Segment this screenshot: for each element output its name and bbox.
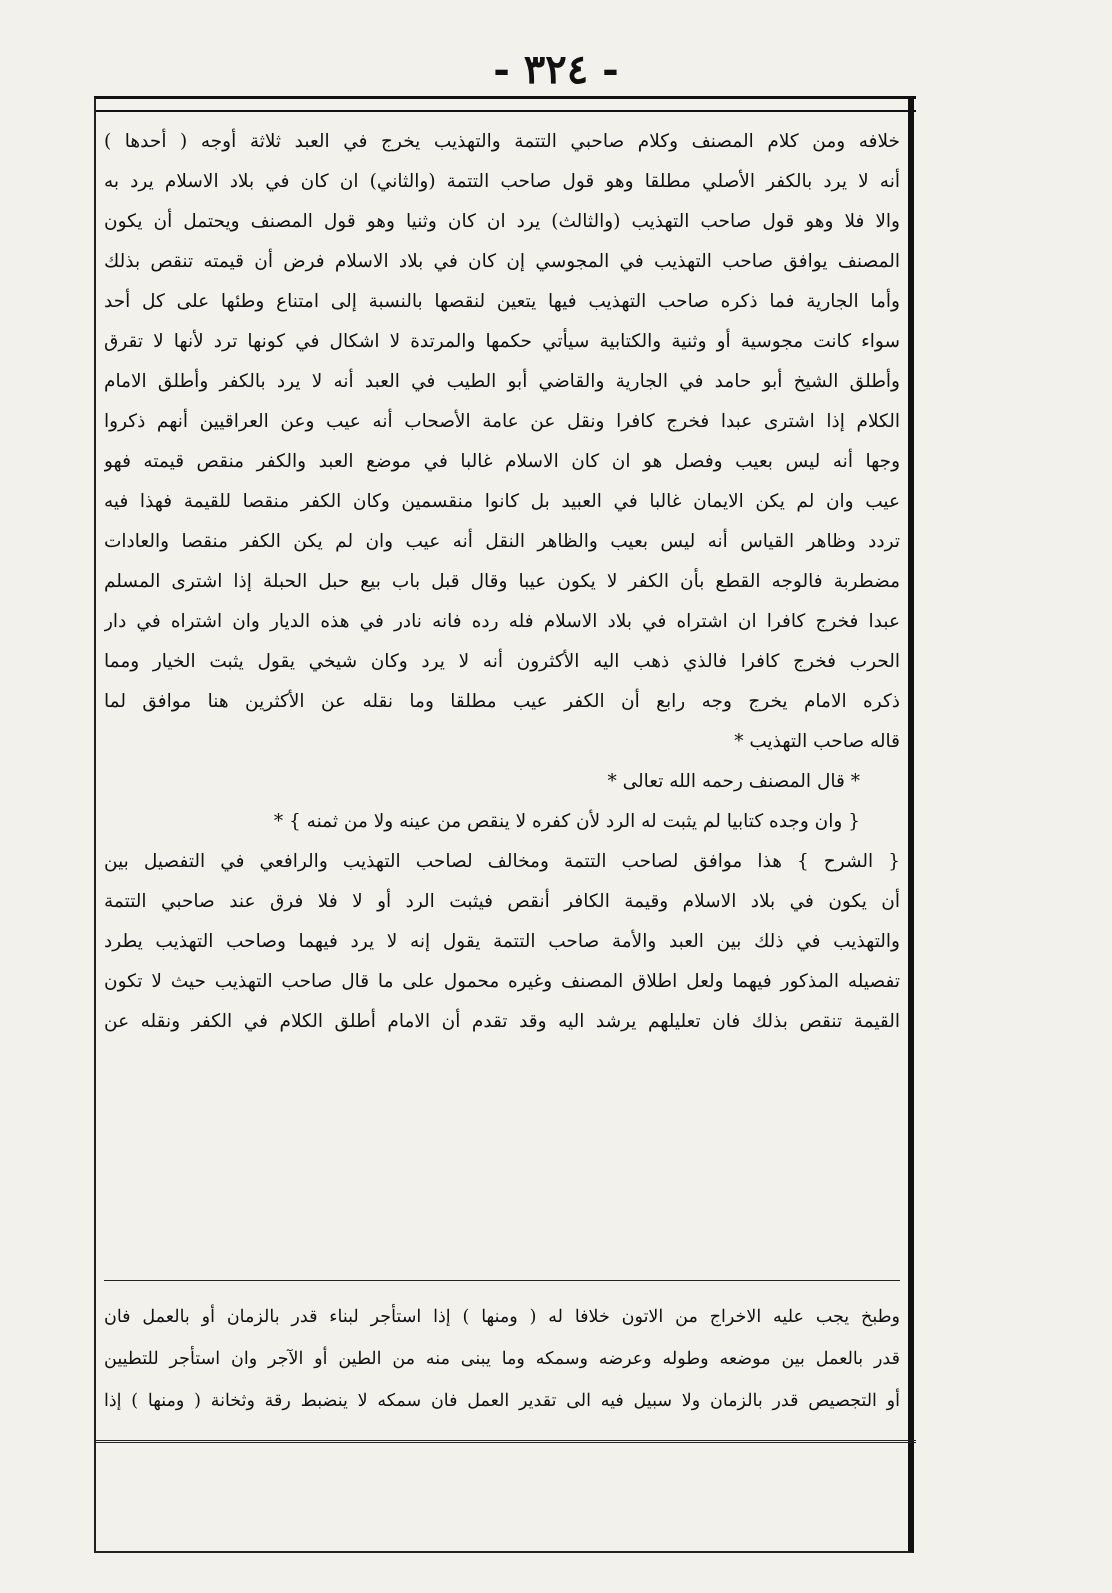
footnote-text xyxy=(104,1296,900,1422)
text-line: مضطربة فالوجه القطع بأن الكفر لا يكون عيبا وقال قبل باب بيع حبل الحبلة إذا اشترى المسلم xyxy=(104,571,900,592)
text-line: { الشرح } هذا موافق لصاحب التتمة ومخالف لصاحب التهذيب والرافعي في التفصيل بين xyxy=(104,851,900,872)
bottom-double-rule xyxy=(94,1440,916,1443)
text-line: والتهذيب في ذلك بين العبد والأمة صاحب التتمة يقول إنه لا يرد فيهما وصاحب التهذيب يطرد xyxy=(104,931,900,952)
text-line: الحرب فخرج كافرا فالذي ذهب اليه الأكثرون أنه لا يرد وكان شيخي يقول يثبت الخيار ومما xyxy=(104,651,900,672)
text-line: وجها أنه ليس بعيب وفصل هو ان كان الاسلام غالبا في موضع العبد والكفر منقص قيمته فهو xyxy=(104,451,900,472)
text-line: وأطلق الشيخ أبو حامد في الجارية والقاضي أبو الطيب في العبد أنه لا يرد بالكفر وأطلق الامام xyxy=(104,371,900,392)
text-line: أن يكون في بلاد الاسلام وقيمة الكافر أنقص فيثبت الرد أو لا فلا فرق عند صاحبي التتمة xyxy=(104,891,900,912)
text-line: قاله صاحب التهذيب * xyxy=(734,731,900,752)
quoted-text: { وان وجده كتابيا لم يثبت له الرد لأن كفره لا ينقص من عينه ولا من ثمنه } * xyxy=(273,811,860,832)
text-line: عيب وان لم يكن الايمان غالبا في العبيد بل كانوا منقسمين وكان الكفر منقصا للقيمة فهذا فيه xyxy=(104,491,900,512)
text-line: خلافه ومن كلام المصنف وكلام صاحبي التتمة والتهذيب يخرج في العبد ثلاثة أوجه ( أحدها ) xyxy=(104,131,900,152)
text-line: القيمة تنقص بذلك فان تعليلهم يرشد اليه وقد تقدم أن الامام أطلق الكلام في الكفر ونقله عن xyxy=(104,1011,900,1032)
footnote-divider xyxy=(104,1280,900,1281)
text-line: والا فلا وهو قول صاحب التهذيب (والثالث) يرد ان كان وثنيا وهو قول المصنف ويحتمل أن يكون xyxy=(104,211,900,232)
main-text xyxy=(104,122,900,1042)
text-line: عبدا فخرج كافرا ان اشتراه في بلاد الاسلام فله رده فانه نادر في هذه الديار وان اشتراه في دار xyxy=(104,611,900,632)
text-line: تفصيله المذكور فيهما ولعل اطلاق المصنف وغيره محمول على ما قال صاحب التهذيب حيث لا تكون xyxy=(104,971,900,992)
author-heading: * قال المصنف رحمه الله تعالى * xyxy=(607,771,860,792)
footnote-line: أو التجصيص قدر بالزمان ولا سبيل فيه الى تقدير العمل فان سمكه لا ينضبط رقة وثخانة ( ومنها ) إذا xyxy=(104,1391,900,1411)
text-line: ذكره الامام يخرج وجه رابع أن الكفر عيب مطلقا وما نقله عن الأكثرين هنا موافق لما xyxy=(104,691,900,712)
text-line: أنه لا يرد بالكفر الأصلي مطلقا وهو قول صاحب التتمة (والثاني) ان كان في بلاد الاسلام يرد به xyxy=(104,171,900,192)
text-line: تردد وظاهر القياس أنه ليس بعيب والظاهر النقل أنه عيب وان لم يكن الكفر منقصا والعادات xyxy=(104,531,900,552)
footnote-line: قدر بالعمل بين موضعه وطوله وعرضه وسمكه وما يبنى منه من الطين أو الآجر وان استأجر للتطيين xyxy=(104,1349,900,1369)
text-line: وأما الجارية فما ذكره صاحب التهذيب فيها يتعين لنقصها بالنسبة إلى امتناع وطئها على كل أحد xyxy=(104,291,900,312)
text-line: الكلام إذا اشترى عبدا فخرج كافرا ونقل عن عامة الأصحاب أنه عيب وعن العراقيين أنهم ذكروا xyxy=(104,411,900,432)
text-line: المصنف يوافق صاحب التهذيب في المجوسي إن كان في بلاد الاسلام فرض أن قيمته تنقص بذلك xyxy=(104,251,900,272)
text-line: سواء كانت مجوسية أو وثنية والكتابية سيأتي حكمها والمرتدة لا اشكال في كونها ترد لأنها لا تقرق xyxy=(104,331,900,352)
footnote-line: وطبخ يجب عليه الاخراج من الاتون خلافا له ( ومنها ) إذا استأجر لبناء قدر بالزمان أو بالعمل فان xyxy=(104,1307,900,1327)
page-number: - ٣٢٤ - xyxy=(493,46,619,93)
